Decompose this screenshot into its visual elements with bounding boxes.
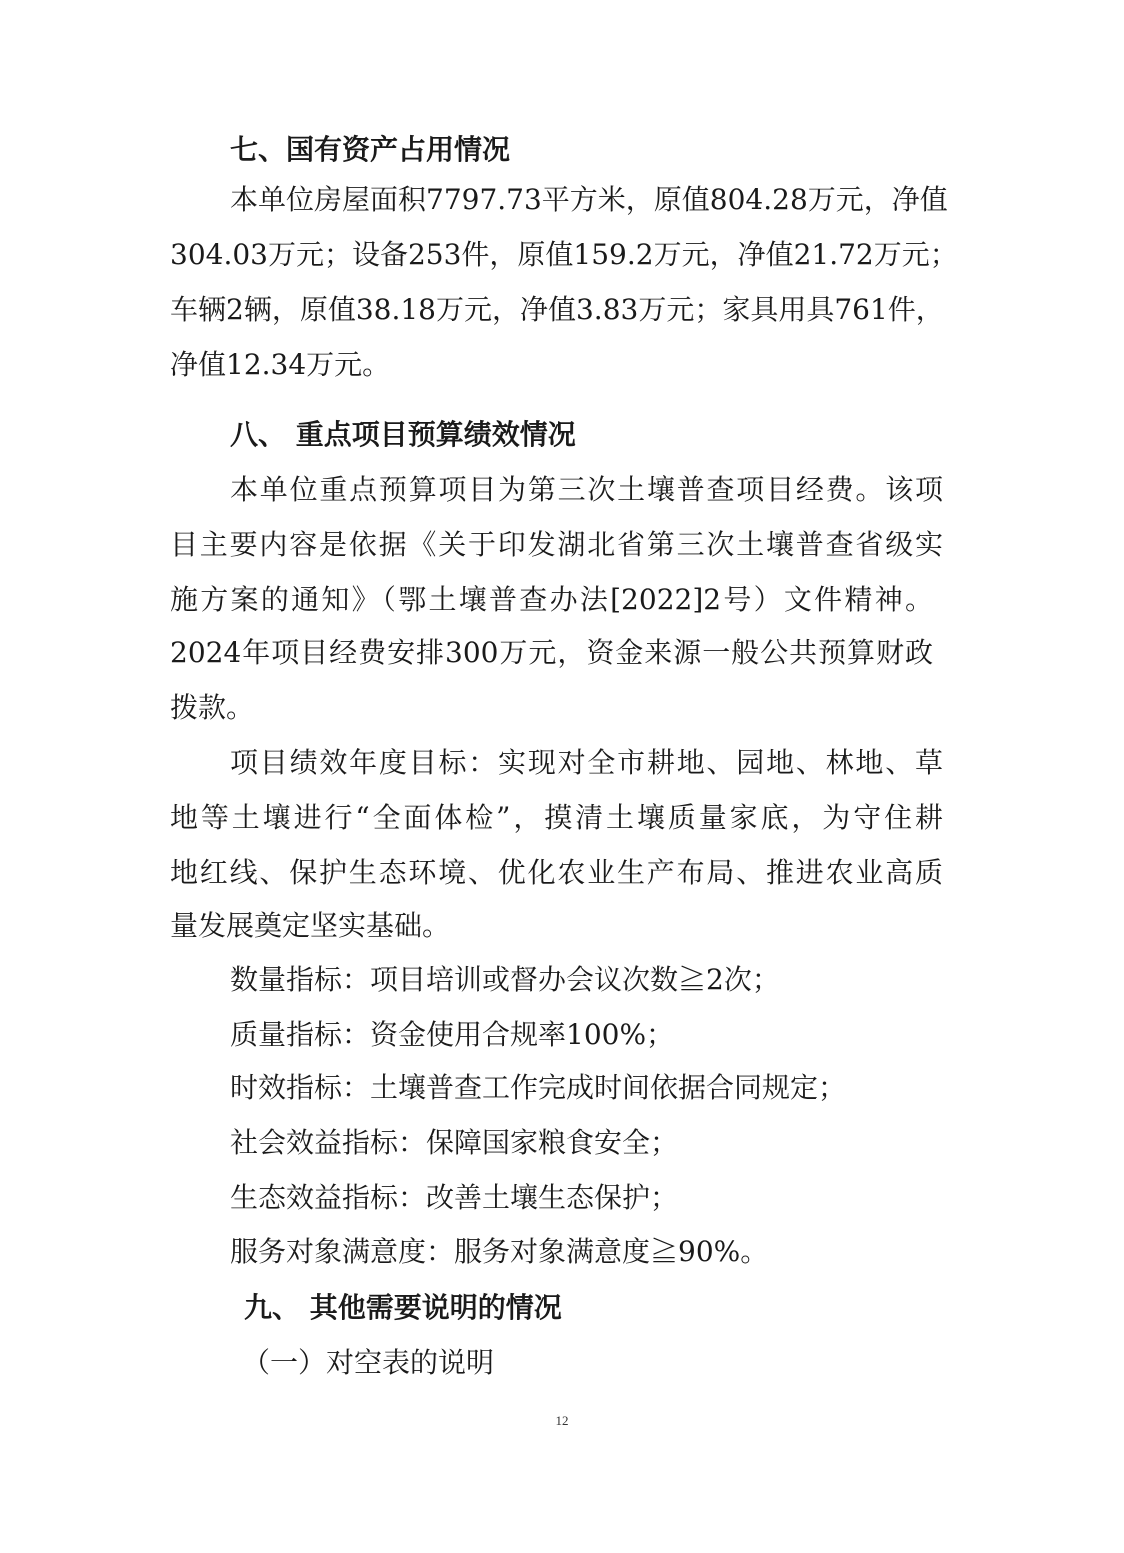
indicator-satisfaction: 服务对象满意度：服务对象满意度≧90%。 — [230, 1235, 769, 1268]
section-8-para-1-line-4: 2024年项目经费安排300万元，资金来源一般公共预算财政 — [170, 636, 933, 669]
section-8-para-1-line-3: 施方案的通知》（鄂土壤普查办法[2022]2号）文件精神。 — [170, 583, 933, 616]
section-8-para-2-line-3: 地红线、保护生态环境、优化农业生产布局、推进农业高质 — [170, 856, 943, 889]
section-8-para-1-line-1: 本单位重点预算项目为第三次土壤普查项目经费。该项 — [230, 473, 943, 506]
section-7-line-1: 本单位房屋面积7797.73平方米，原值804.28万元，净值 — [230, 183, 948, 216]
section-7-heading: 七、国有资产占用情况 — [230, 133, 511, 166]
section-9-heading: 九、 其他需要说明的情况 — [244, 1291, 562, 1324]
section-9-subheading-1: （一）对空表的说明 — [242, 1346, 495, 1379]
section-8-para-1-line-5: 拨款。 — [170, 691, 255, 724]
indicator-social-benefit: 社会效益指标：保障国家粮食安全； — [230, 1126, 679, 1159]
page-number: 12 — [555, 1413, 569, 1428]
section-8-heading: 八、 重点项目预算绩效情况 — [230, 418, 576, 451]
section-8-para-2-line-2: 地等土壤进行“全面体检”，摸清土壤质量家底，为守住耕 — [170, 801, 943, 834]
indicator-timeliness: 时效指标：土壤普查工作完成时间依据合同规定； — [230, 1071, 847, 1104]
indicator-ecological-benefit: 生态效益指标：改善土壤生态保护； — [230, 1181, 679, 1214]
section-8-para-1-line-2: 目主要内容是依据《关于印发湖北省第三次土壤普查省级实 — [170, 528, 943, 561]
section-8-para-2-line-1: 项目绩效年度目标：实现对全市耕地、园地、林地、草 — [230, 746, 943, 779]
section-7-line-3: 车辆2辆，原值38.18万元，净值3.83万元；家具用具761件， — [170, 293, 944, 326]
section-7-line-4: 净值12.34万元。 — [170, 348, 391, 381]
section-7-line-2: 304.03万元；设备253件，原值159.2万元，净值21.72万元； — [170, 238, 958, 271]
indicator-quality: 质量指标：资金使用合规率100%； — [230, 1018, 675, 1051]
section-8-para-2-line-4: 量发展奠定坚实基础。 — [170, 909, 451, 942]
indicator-quantity: 数量指标：项目培训或督办会议次数≧2次； — [230, 963, 780, 996]
